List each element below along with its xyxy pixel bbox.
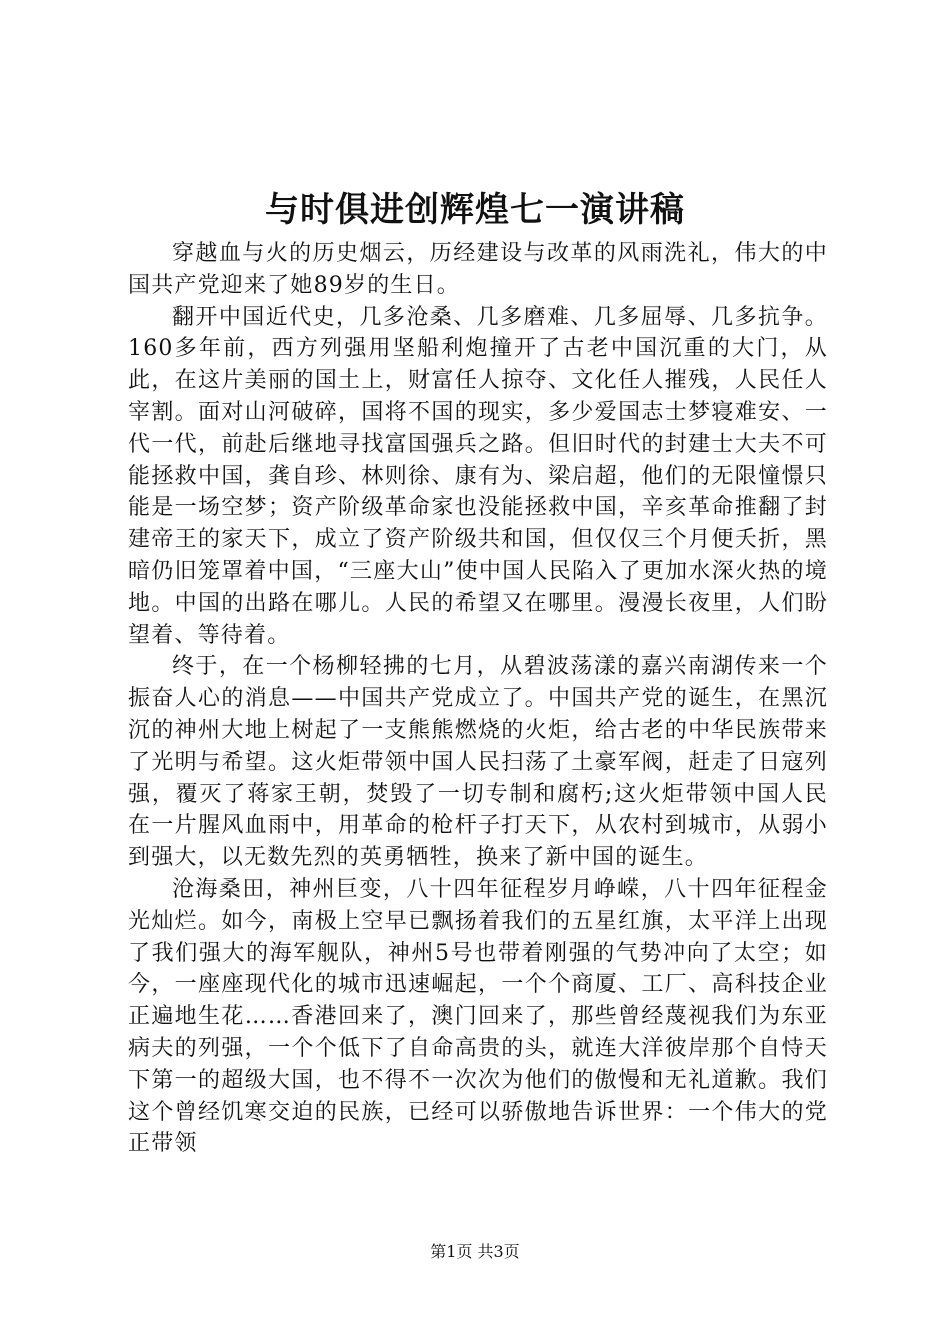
- page-footer: 第1页 共3页: [430, 1242, 520, 1261]
- paragraph-2: 翻开中国近代史，几多沧桑、几多磨难、几多屈辱、几多抗争。160多年前，西方列强用坚船利炮撞开了古老中国沉重的大门，从此，在这片美丽的国土上，财富任人掠夺、文化任人摧残，人民任人宰割。面对山河破碎，国将不国的现实，多少爱国志士梦寝难安、一代一代，前赴后继地寻找富国强兵之路。但旧时代的封建士大夫不可能拯救中国，龚自珍、林则徐、康有为、梁启超，他们的无限憧憬只能是一场空梦；资产阶级革命家也没能拯救中国，辛亥革命推翻了封建帝王的家天下，成立了资产阶级共和国，但仅仅三个月便夭折，黑暗仍旧笼罩着中国，“三座大山”使中国人民陷入了更加水深火热的境地。中国的出路在哪儿。人民的希望又在哪里。漫漫长夜里，人们盼望着、等待着。: [128, 304, 828, 648]
- page-title: 与时俱进创辉煌七一演讲稿: [265, 190, 685, 230]
- paragraph-3: 终于，在一个杨柳轻拂的七月，从碧波荡漾的嘉兴南湖传来一个振奋人心的消息——中国共产党成立了。中国共产党的诞生，在黑沉沉的神州大地上树起了一支熊熊燃烧的火炬，给古老的中华民族带来了光明与希望。这火炬带领中国人民扫荡了土豪军阀，赶走了日寇列强，覆灭了蒋家王朝，焚毁了一切专制和腐朽;这火炬带领中国人民在一片腥风血雨中，用革命的枪杆子打天下，从农村到城市，从弱小到强大，以无数先烈的英勇牺牲，换来了新中国的诞生。: [128, 654, 828, 871]
- paragraph-1: 穿越血与火的历史烟云，历经建设与改革的风雨洗礼，伟大的中国共产党迎来了她89岁的生日。: [128, 241, 828, 298]
- document-body: [128, 238, 828, 1160]
- paragraph-4: 沧海桑田，神州巨变，八十四年征程岁月峥嵘，八十四年征程金光灿烂。如今，南极上空早已飘扬着我们的五星红旗，太平洋上出现了我们强大的海军舰队，神州5号也带着刚强的气势冲向了太空；如今，一座座现代化的城市迅速崛起，一个个商厦、工厂、高科技企业正遍地生花……香港回来了，澳门回来了，那些曾经蔑视我们为东亚病夫的列强，一个个低下了自命高贵的头，就连大洋彼岸那个自恃天下第一的超级大国，也不得不一次次为他们的傲慢和无礼道歉。我们这个曾经饥寒交迫的民族，已经可以骄傲地告诉世界：一个伟大的党正带领: [128, 876, 828, 1157]
